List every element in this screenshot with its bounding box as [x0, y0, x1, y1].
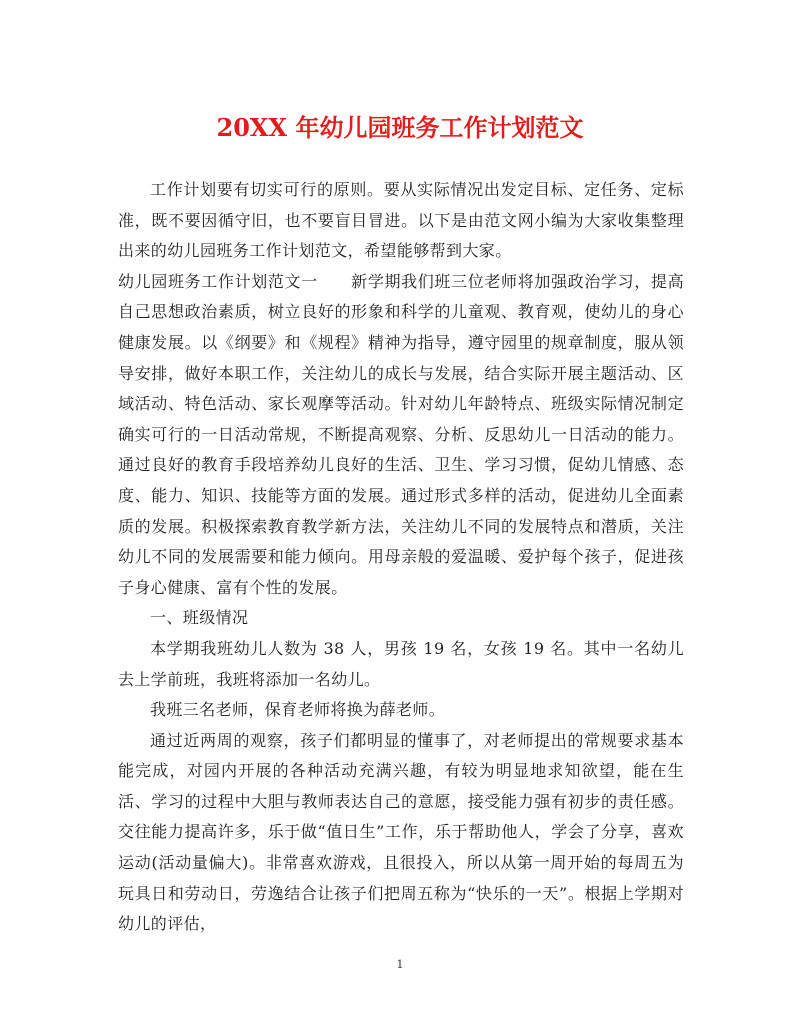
paragraph-class-size: 本学期我班幼儿人数为 38 人，男孩 19 名，女孩 19 名。其中一名幼儿去上学前班，我班将添加一名幼儿。 — [118, 638, 684, 689]
page-number: 1 — [396, 958, 404, 971]
paragraph-sample-one: 幼儿园班务工作计划范文一 新学期我们班三位老师将加强政治学习，提高自己思想政治素质，树立良好的形象和科学的儿童观、教育观，使幼儿的身心健康发展。以《纲要》和《规程》精神为指导，遵守园里的规章制度，服从领导安排，做好本职工作，关注幼儿的成长与发展，结合实际开展主题活动、区域活动、特色活动、家长观摩等活动。针对幼儿年龄特点、班级实际情况制定确实可行的一日活动常规，不断提高观察、分析、反思幼儿一日活动的能力。通过良好的教育手段培养幼儿良好的生活、卫生、学习习惯，促幼儿情感、态度、能力、知识、技能等方面的发展。通过形式多样的活动，促进幼儿全面素质的发展。积极探索教育教学新方法，关注幼儿不同的发展特点和潜质，关注幼儿不同的发展需要和能力倾向。用母亲般的爱温暖、爱护每个孩子，促进孩子身心健康、富有个性的发展。 — [118, 271, 684, 597]
paragraph-teachers: 我班三名老师，保育老师将换为薛老师。 — [150, 700, 446, 720]
page-title: 20XX 年幼儿园班务工作计划范文 — [216, 113, 584, 142]
section-heading-class-situation: 一、班级情况 — [150, 608, 249, 628]
paragraph-observation: 通过近两周的观察，孩子们都明显的懂事了，对老师提出的常规要求基本能完成，对园内开展的各种活动充满兴趣，有较为明显地求知欲望，能在生活、学习的过程中大胆与教师表达自己的意愿，接受能力强有初步的责任感。交往能力提高许多，乐于做“值日生”工作，乐于帮助他人，学会了分享，喜欢运动(活动量偏大)。非常喜欢游戏，且很投入，所以从第一周开始的每周五为玩具日和劳动日，劳逸结合让孩子们把周五称为“快乐的一天”。根据上学期对幼儿的评估， — [118, 730, 684, 934]
paragraph-intro: 工作计划要有切实可行的原则。要从实际情况出发定目标、定任务、定标准，既不要因循守旧，也不要盲目冒进。以下是由范文网小编为大家收集整理出来的幼儿园班务工作计划范文，希望能够帮到大家。 — [118, 180, 684, 261]
document-body — [118, 175, 684, 940]
